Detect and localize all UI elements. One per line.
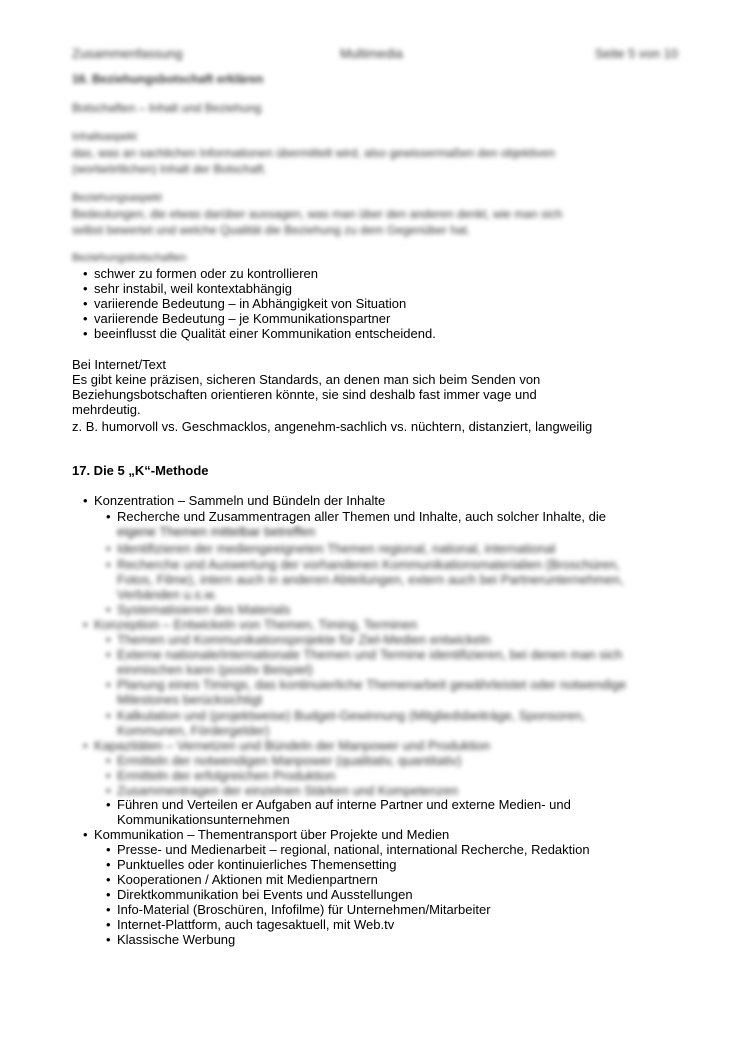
list-item: • Planung eines Timings, das kontinuierliche Themenarbeit gewährleistet oder notwendige bbox=[106, 677, 627, 692]
list-item: • sehr instabil, weil kontextabhängig bbox=[83, 281, 293, 296]
list-item-continued: Kommunen, Fördergelder) bbox=[117, 723, 270, 738]
list-item: • Kalkulation und (projektweise) Budget-Gewinnung (Mitgliedsbeiträge, Sponsoren, bbox=[106, 708, 586, 723]
page-header bbox=[72, 46, 678, 64]
header-center: Multimedia bbox=[340, 46, 403, 61]
internet-text-2: Beziehungsbotschaften orientieren könnte, sie sind deshalb fast immer vage und bbox=[72, 387, 537, 402]
internet-text-3: mehrdeutig. bbox=[72, 402, 141, 417]
internet-text-1: Es gibt keine präzisen, sicheren Standards, an denen man sich beim Senden von bbox=[72, 372, 541, 387]
list-item: • Führen und Verteilen er Aufgaben auf interne Partner und externe Medien- und bbox=[106, 797, 571, 812]
botschaften-label: Beziehungsbotschaften bbox=[72, 252, 187, 264]
inhalt-label: Inhaltsaspekt bbox=[72, 131, 137, 143]
list-item: • variierende Bedeutung – in Abhängigkeit von Situation bbox=[83, 296, 407, 311]
list-item: • Internet-Plattform, auch tagesaktuell, mit Web.tv bbox=[106, 917, 395, 932]
list-item-k4: • Kommunikation – Thementransport über Projekte und Medien bbox=[83, 827, 450, 842]
list-item: • Kooperationen / Aktionen mit Medienpartnern bbox=[106, 872, 378, 887]
list-item: • Info-Material (Broschüren, Infofilme) für Unternehmen/Mitarbeiter bbox=[106, 902, 491, 917]
list-item: • Ermitteln der erfolgreichen Produktion bbox=[106, 768, 336, 783]
inhalt-text-1: das, was an sachlichen Informationen übermittelt wird, also gewissermaßen den objektiven bbox=[72, 146, 555, 160]
beziehung-text-2: selbst bewertet und welche Qualität die Beziehung zu dem Gegenüber hat. bbox=[72, 223, 471, 237]
list-item-continued: Fotos, Filme), intern auch in anderen Abteilungen, extern auch bei Partnerunternehmen, bbox=[117, 572, 624, 587]
list-item-continued: eigene Themen mittelbar betreffen bbox=[117, 524, 316, 539]
list-item-continued: Kommunikationsunternehmen bbox=[117, 812, 290, 827]
header-left: Zusammenfassung bbox=[72, 46, 183, 61]
list-item: • Presse- und Medienarbeit – regional, national, international Recherche, Redaktion bbox=[106, 842, 590, 857]
list-item: • Klassische Werbung bbox=[106, 932, 236, 947]
list-item-continued: Milestones berücksichtigt bbox=[117, 692, 263, 707]
list-item-k2: • Konzeption – Entwickeln von Themen, Timing, Terminen bbox=[83, 617, 418, 632]
header-right: Seite 5 von 10 bbox=[594, 46, 678, 61]
beziehung-label: Beziehungsaspekt bbox=[72, 192, 162, 204]
list-item: • variierende Bedeutung – je Kommunikationspartner bbox=[83, 311, 391, 326]
list-item: • Ermitteln der notwendigen Manpower (qualitativ, quantitativ) bbox=[106, 753, 462, 768]
beziehung-text-1: Bedeutungen, die etwas darüber aussagen, was man über den anderen denkt, wie man sich bbox=[72, 207, 563, 221]
list-item: • Themen und Kommunikationsprojekte für Ziel-Medien entwickeln bbox=[106, 632, 491, 647]
list-item: • Externe nationale/internationale Themen und Termine identifizieren, bei denen man sich bbox=[106, 647, 623, 662]
list-item: • Recherche und Zusammentragen aller Themen und Inhalte, auch solcher Inhalte, die bbox=[106, 509, 606, 524]
list-item: • Zusammentragen der einzelnen Stärken und Kompetenzen bbox=[106, 783, 459, 798]
inhalt-text-2: (wortwörtlichen) Inhalt der Botschaft. bbox=[72, 162, 267, 176]
section16-title: 16. Beziehungsbotschaft erklären bbox=[72, 72, 264, 86]
list-item-continued: einmischen kann (positiv Beispiel) bbox=[117, 662, 313, 677]
list-item: • Punktuelles oder kontinuierliches Themensetting bbox=[106, 857, 397, 872]
list-item: • Direktkommunikation bei Events und Ausstellungen bbox=[106, 887, 413, 902]
list-item: • Recherche und Auswertung der vorhandenen Kommunikationsmaterialien (Broschüren, bbox=[106, 557, 620, 572]
list-item-k3: • Kapazitäten – Vernetzen und Bündeln der Manpower und Produktion bbox=[83, 738, 491, 753]
section16-subtitle: Botschaften – Inhalt und Beziehung bbox=[72, 101, 262, 115]
list-item: • Identifizieren der mediengeeigneten Themen regional, national, international bbox=[106, 541, 556, 556]
internet-text-4: z. B. humorvoll vs. Geschmacklos, angenehm‑sachlich vs. nüchtern, distanziert, langweilig bbox=[72, 419, 593, 434]
list-item-k1: • Konzentration – Sammeln und Bündeln der Inhalte bbox=[83, 493, 386, 508]
list-item: • schwer zu formen oder zu kontrollieren bbox=[83, 266, 318, 281]
list-item: • Systematisieren des Materials bbox=[106, 602, 291, 617]
list-item-continued: Verbänden u.s.w. bbox=[117, 587, 217, 602]
internet-label: Bei Internet/Text bbox=[72, 357, 166, 372]
list-item: • beeinflusst die Qualität einer Kommunikation entscheidend. bbox=[83, 326, 436, 341]
section17-title: 17. Die 5 „K“-Methode bbox=[72, 463, 209, 478]
